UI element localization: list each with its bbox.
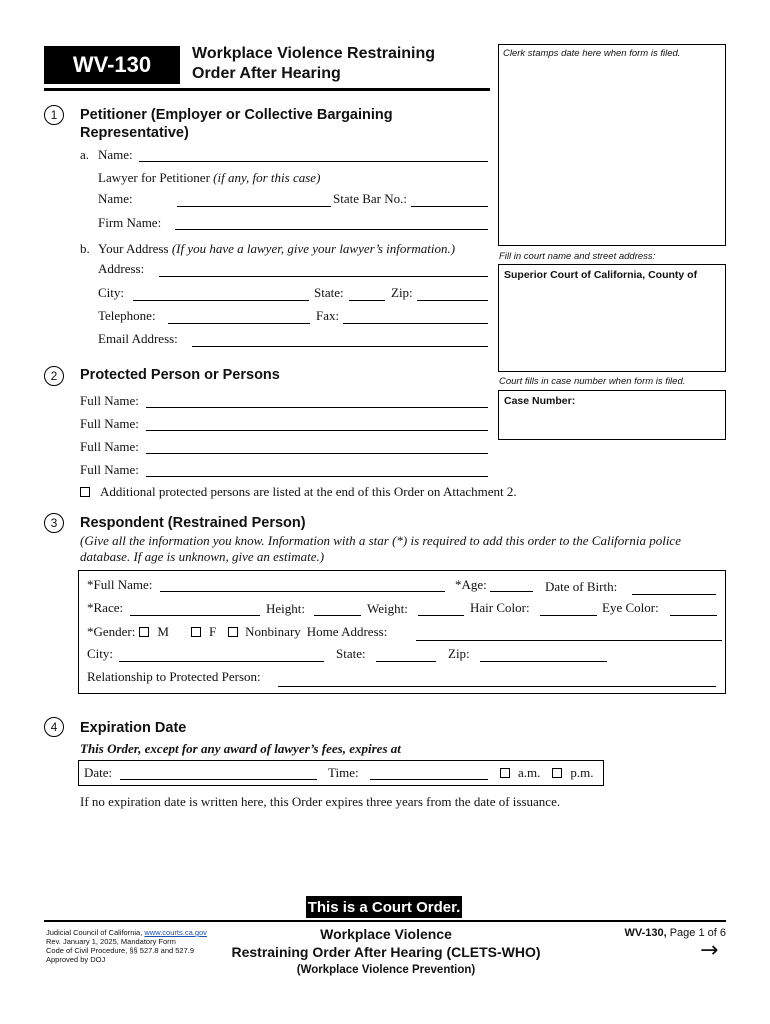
footer-council: Judicial Council of California, <box>46 928 143 937</box>
footer-rev: Rev. January 1, 2025, Mandatory Form <box>46 937 176 946</box>
email-field[interactable] <box>192 346 488 347</box>
respondent-instructions <box>80 533 681 565</box>
resp-age-field[interactable] <box>490 591 533 592</box>
state-bar-label: State Bar No.: <box>333 191 408 206</box>
telephone-label: Telephone: <box>98 308 156 323</box>
protected-name-label-3: Full Name: <box>80 439 139 454</box>
resp-home-address-label: Home Address: <box>306 624 388 639</box>
address-heading-note: (If you have a lawyer, give your lawyer’s information.) <box>171 241 456 256</box>
resp-height-label: Height: <box>266 601 305 616</box>
footer-page-number: Page 1 of 6 <box>669 927 726 939</box>
clerk-stamp-label: Clerk stamps date here when form is filed. <box>503 48 681 59</box>
address-field[interactable] <box>159 276 488 277</box>
section-1-title <box>80 106 393 142</box>
exp-ampm-row <box>500 765 594 781</box>
resp-full-name-label: *Full Name: <box>87 577 153 592</box>
form-number: WV-130 <box>72 52 152 77</box>
address-label: Address: <box>98 261 145 276</box>
protected-name-field-4[interactable] <box>146 476 488 477</box>
city-label: City: <box>98 285 125 300</box>
section-3-title: Respondent (Restrained Person) <box>80 515 306 531</box>
resp-zip-field[interactable] <box>480 661 607 662</box>
case-number-box[interactable] <box>498 390 726 440</box>
protected-name-label-1: Full Name: <box>80 393 139 408</box>
resp-height-field[interactable] <box>314 615 361 616</box>
lawyer-label <box>98 170 320 186</box>
protected-name-field-2[interactable] <box>146 430 488 431</box>
resp-dob-label: Date of Birth: <box>545 579 618 594</box>
form-title-line2: Order After Hearing <box>192 65 341 82</box>
resp-race-label: *Race: <box>87 600 124 615</box>
court-name-box[interactable] <box>498 264 726 372</box>
courts-website-link[interactable]: www.courts.ca.gov <box>144 928 207 937</box>
case-number-title: Case Number: <box>504 395 576 407</box>
footer-title-line1: Workplace Violence <box>320 926 452 942</box>
telephone-field[interactable] <box>168 323 310 324</box>
form-title <box>192 44 435 84</box>
footer-title-line3: (Workplace Violence Prevention) <box>296 964 476 976</box>
footer-approved: Approved by DOJ <box>46 955 106 964</box>
lawyer-label-note: (if any, for this case) <box>213 170 321 185</box>
resp-city-field[interactable] <box>119 661 324 662</box>
protected-name-field-1[interactable] <box>146 407 488 408</box>
gender-m-checkbox[interactable] <box>139 627 149 637</box>
gender-nonbinary-label: Nonbinary <box>245 624 301 639</box>
gender-f-checkbox[interactable] <box>191 627 201 637</box>
footer-title-line2: Restraining Order After Hearing (CLETS-WHO) <box>231 944 541 960</box>
protected-name-label-4: Full Name: <box>80 462 139 477</box>
case-box-label: Court fills in case number when form is filed. <box>499 376 686 387</box>
petitioner-name-field[interactable] <box>139 161 488 162</box>
resp-dob-field[interactable] <box>632 594 716 595</box>
footer-left-info <box>46 928 207 964</box>
gender-nonbinary-checkbox[interactable] <box>228 627 238 637</box>
resp-hair-label: Hair Color: <box>470 600 530 615</box>
resp-state-field[interactable] <box>376 661 436 662</box>
next-page-arrow-icon[interactable]: → <box>700 938 719 963</box>
section-1-title-line1: Petitioner (Employer or Collective Bargaining <box>80 107 393 123</box>
court-order-banner <box>306 896 462 918</box>
respondent-instructions-line2: database. If age is unknown, give an estimate.) <box>80 549 325 564</box>
exp-date-field[interactable] <box>120 779 317 780</box>
resp-gender-label: *Gender: <box>87 624 136 639</box>
pm-checkbox[interactable] <box>552 768 562 778</box>
lawyer-label-text: Lawyer for Petitioner <box>98 170 210 185</box>
clerk-stamp-box <box>498 44 726 246</box>
petitioner-name-label: Name: <box>98 147 133 162</box>
resp-relationship-label: Relationship to Protected Person: <box>87 669 261 684</box>
respondent-instructions-line1: (Give all the information you know. Information with a star (*) is required to add this order to the California police <box>80 533 681 548</box>
state-label: State: <box>314 285 344 300</box>
petitioner-b-prefix: b. <box>80 241 90 256</box>
footer-code: Code of Civil Procedure, §§ 527.8 and 527.9 <box>46 946 195 955</box>
resp-eye-field[interactable] <box>670 615 717 616</box>
attachment-2-option <box>80 484 517 500</box>
court-box-title: Superior Court of California, County of <box>504 269 698 281</box>
email-label: Email Address: <box>98 331 178 346</box>
am-checkbox[interactable] <box>500 768 510 778</box>
resp-race-field[interactable] <box>130 615 260 616</box>
zip-label: Zip: <box>391 285 413 300</box>
exp-date-label: Date: <box>84 765 113 780</box>
attachment-2-checkbox[interactable] <box>80 487 90 497</box>
fax-label: Fax: <box>316 308 340 323</box>
footer-form-title <box>214 925 558 979</box>
pm-label: p.m. <box>570 765 594 780</box>
resp-relationship-field[interactable] <box>278 686 716 687</box>
expiration-subtitle: This Order, except for any award of lawyer’s fees, expires at <box>80 741 401 756</box>
footer-rule <box>44 920 726 922</box>
section-4-title: Expiration Date <box>80 720 187 736</box>
lawyer-name-field[interactable] <box>177 206 331 207</box>
firm-name-field[interactable] <box>175 229 488 230</box>
am-label: a.m. <box>518 765 541 780</box>
resp-age-label: *Age: <box>455 577 487 592</box>
section-1-title-line2: Representative) <box>80 125 189 141</box>
firm-name-label: Firm Name: <box>98 215 162 230</box>
form-number-badge <box>44 46 180 84</box>
protected-name-label-2: Full Name: <box>80 416 139 431</box>
resp-full-name-field[interactable] <box>160 591 445 592</box>
resp-state-label: State: <box>336 646 366 661</box>
section-2-title: Protected Person or Persons <box>80 367 280 383</box>
resp-home-address-field[interactable] <box>416 640 722 641</box>
petitioner-a-prefix: a. <box>80 147 90 162</box>
court-box-label: Fill in court name and street address: <box>499 251 656 262</box>
protected-name-field-3[interactable] <box>146 453 488 454</box>
section-4-number: 4 <box>44 717 64 737</box>
zip-field[interactable] <box>417 300 488 301</box>
expiration-note: If no expiration date is written here, this Order expires three years from the date of issuance. <box>80 794 561 809</box>
section-1-number: 1 <box>44 105 64 125</box>
address-heading-text: Your Address <box>98 241 169 256</box>
footer-form-ref: WV-130, <box>624 927 667 939</box>
footer-council-line <box>46 928 207 937</box>
court-order-text: This is a Court Order. <box>307 898 461 916</box>
resp-zip-label: Zip: <box>448 646 470 661</box>
exp-time-field[interactable] <box>370 779 488 780</box>
header-rule <box>44 88 490 91</box>
resp-eye-label: Eye Color: <box>602 600 659 615</box>
gender-m-label: M <box>157 624 169 639</box>
section-3-number: 3 <box>44 513 64 533</box>
state-field[interactable] <box>349 300 385 301</box>
city-field[interactable] <box>133 300 309 301</box>
form-title-line1: Workplace Violence Restraining <box>192 45 436 62</box>
gender-f-label: F <box>208 624 217 639</box>
section-2-number: 2 <box>44 366 64 386</box>
lawyer-name-label: Name: <box>98 191 133 206</box>
resp-gender-row <box>87 624 387 640</box>
resp-weight-label: Weight: <box>367 601 408 616</box>
address-heading <box>98 241 455 257</box>
exp-time-label: Time: <box>328 765 359 780</box>
attachment-2-text: Additional protected persons are listed at the end of this Order on Attachment 2. <box>100 484 517 499</box>
resp-city-label: City: <box>87 646 114 661</box>
resp-hair-field[interactable] <box>540 615 597 616</box>
resp-weight-field[interactable] <box>418 615 464 616</box>
fax-field[interactable] <box>343 323 488 324</box>
state-bar-field[interactable] <box>411 206 488 207</box>
